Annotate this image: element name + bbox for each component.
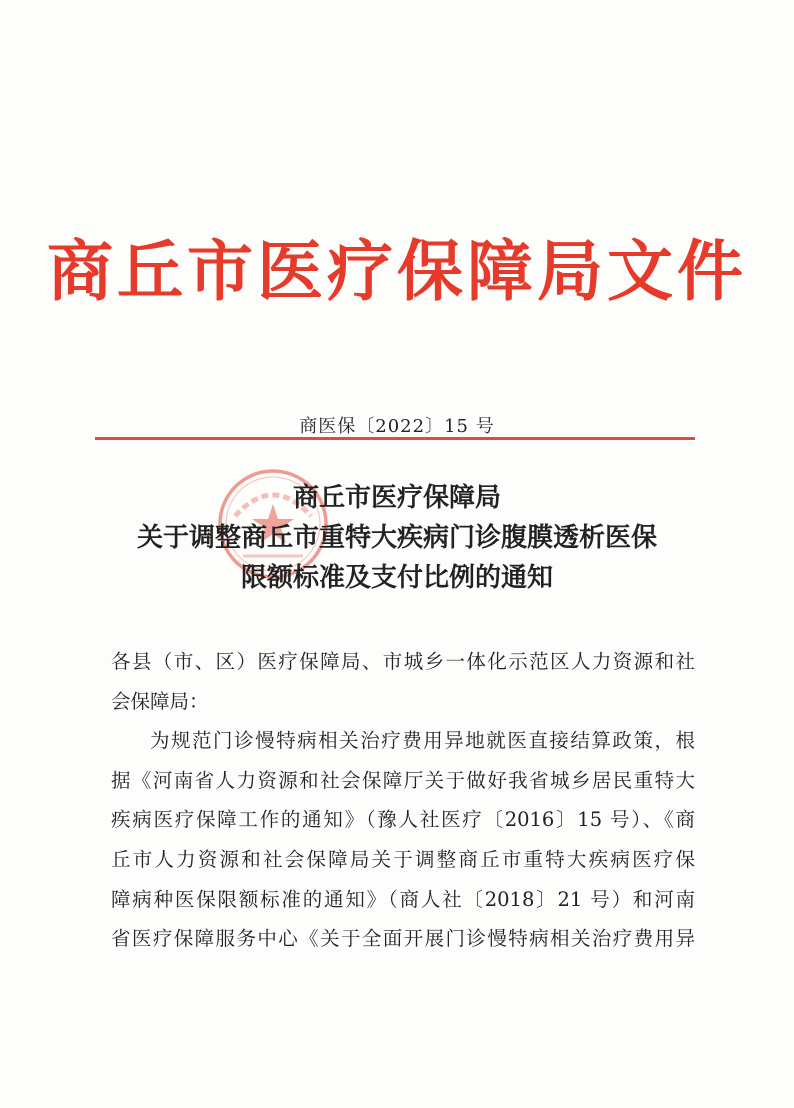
body-line: 据《河南省人力资源和社会保障厅关于做好我省城乡居民重特大	[111, 768, 695, 792]
body-line: 疾病医疗保障工作的通知》（豫人社医疗〔2016〕15 号）、《商	[111, 808, 695, 832]
body-line: 各县（市、区）医疗保障局、市城乡一体化示范区人力资源和社	[111, 650, 695, 673]
body-text	[111, 642, 695, 959]
body-line: 会保障局：	[111, 689, 209, 713]
notice-heading	[0, 478, 794, 598]
issuer-title: 商丘市医疗保障局文件	[47, 236, 747, 309]
heading-line-3: 限额标准及支付比例的通知	[240, 563, 553, 593]
document-number: 商医保〔2022〕15 号	[299, 416, 495, 437]
body-line: 障病种医保限额标准的通知》（商人社〔2018〕21 号）和河南	[111, 887, 695, 911]
heading-line-2: 关于调整商丘市重特大疾病门诊腹膜透析医保	[136, 523, 657, 553]
heading-line-1: 商丘市医疗保障局	[292, 483, 501, 513]
red-divider	[95, 437, 695, 440]
body-line: 丘市人力资源和社会保障局关于调整商丘市重特大疾病医疗保	[111, 847, 695, 871]
body-line: 为规范门诊慢特病相关治疗费用异地就医直接结算政策，根	[150, 729, 695, 753]
body-line: 省医疗保障服务中心《关于全面开展门诊慢特病相关治疗费用异	[111, 927, 695, 951]
